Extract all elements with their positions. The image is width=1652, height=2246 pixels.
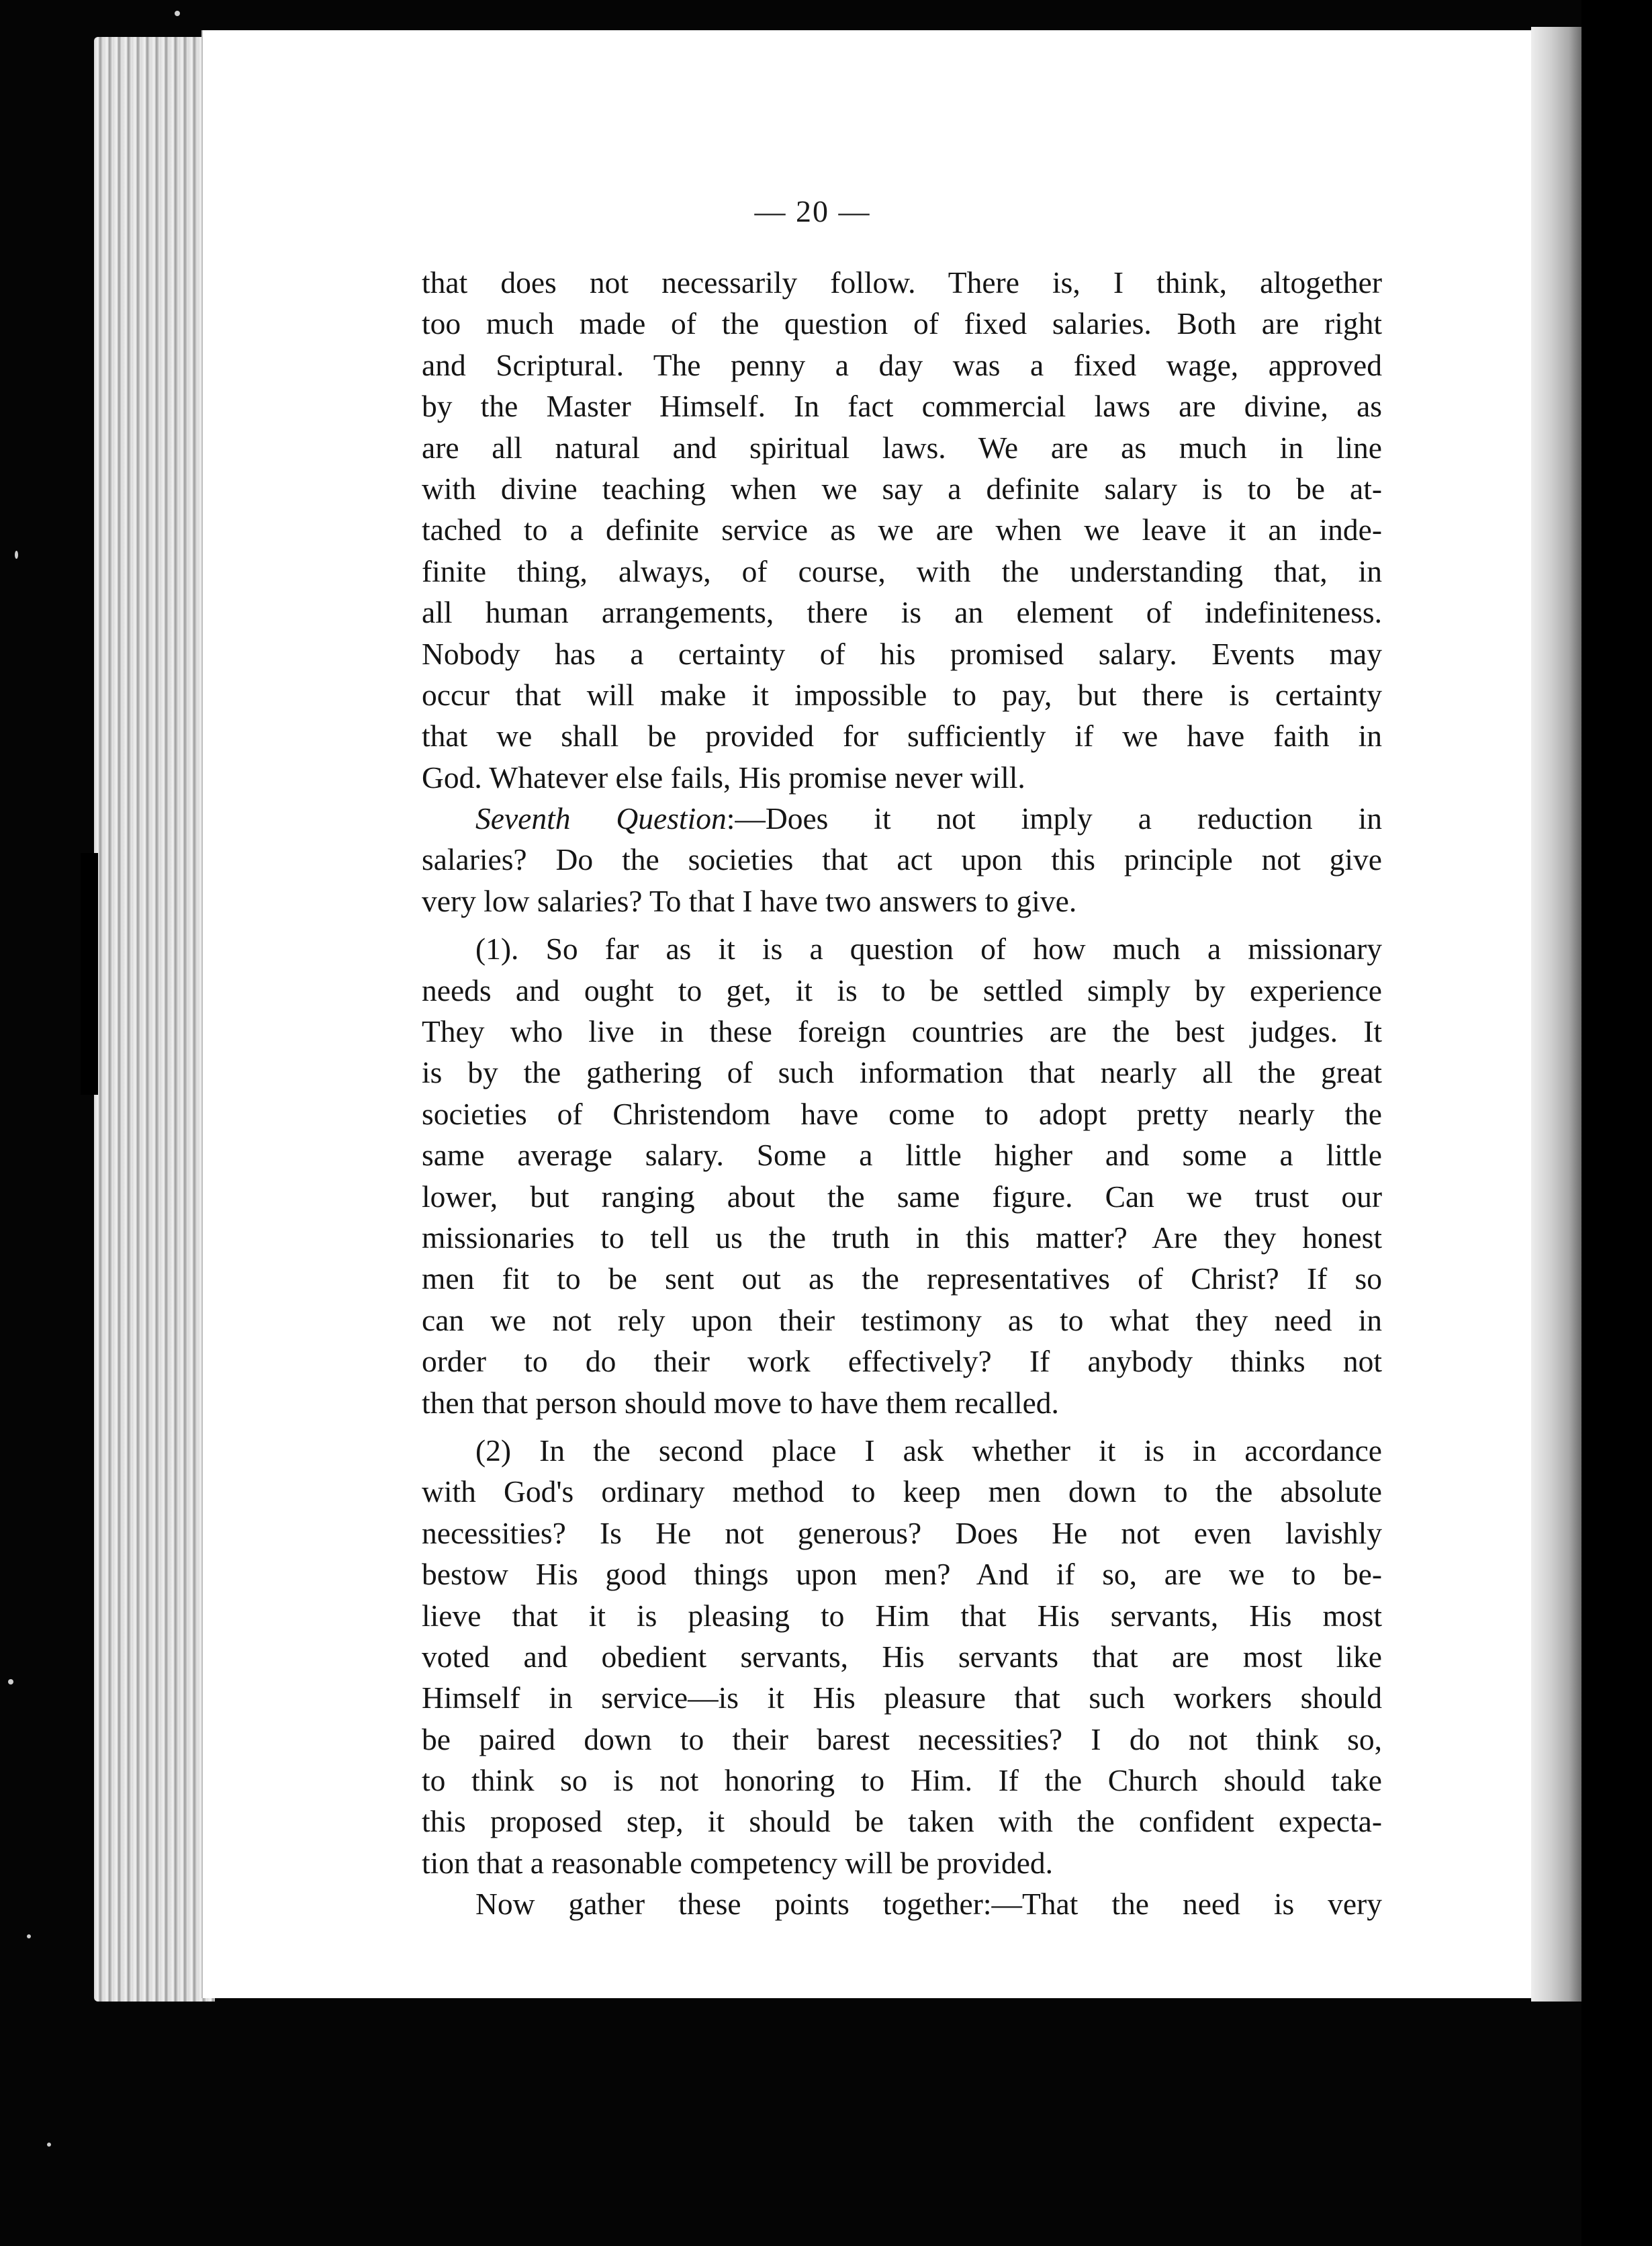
text-line: tion that a reasonable competency will be provided. xyxy=(422,1845,1054,1880)
scan-right-border xyxy=(1581,0,1652,2246)
text-line: Now gather these points together:—That the need is very xyxy=(475,1887,1382,1922)
dust-speck xyxy=(15,551,18,559)
text-line: lower, but ranging about the same figure. Can we trust our xyxy=(422,1179,1382,1214)
page-gutter-shading xyxy=(1531,27,1581,2002)
text-line: (1). So far as it is a question of how much a missionary xyxy=(475,932,1382,967)
text-line: too much made of the question of fixed salaries. Both are right xyxy=(422,306,1382,341)
text-line: with God's ordinary method to keep men down to the absolute xyxy=(422,1474,1382,1509)
text-line: societies of Christendom have come to adopt pretty nearly the xyxy=(422,1096,1382,1131)
text-line: They who live in these foreign countries are the best judges. It xyxy=(422,1014,1382,1049)
text-line: lieve that it is pleasing to Him that His servants, His most xyxy=(422,1598,1382,1633)
text-line: finite thing, always, of course, with the understanding that, in xyxy=(422,553,1382,588)
dust-speck xyxy=(27,1934,31,1938)
text-line: voted and obedient servants, His servants that are most like xyxy=(422,1639,1382,1674)
text-line: then that person should move to have them recalled. xyxy=(422,1385,1059,1420)
text-line: tached to a definite service as we are when we leave it an inde- xyxy=(422,512,1382,547)
seventh-question-text: :—Does it not imply a reduction in xyxy=(726,801,1382,836)
page-body-text xyxy=(422,262,1382,1925)
text-line: men fit to be sent out as the representatives of Christ? If so xyxy=(422,1261,1382,1296)
text-line: and Scriptural. The penny a day was a fixed wage, approved xyxy=(422,347,1382,382)
dust-speck xyxy=(8,1679,13,1684)
text-line: (2) In the second place I ask whether it is in accordance xyxy=(475,1433,1382,1468)
text-line: can we not rely upon their testimony as to what they need in xyxy=(422,1302,1382,1337)
text-line: to think so is not honoring to Him. If the Church should take xyxy=(422,1763,1382,1798)
binding-shadow xyxy=(81,853,98,1095)
text-line: are all natural and spiritual laws. We are as much in line xyxy=(422,430,1382,465)
text-line: bestow His good things upon men? And if so, are we to be- xyxy=(422,1557,1382,1592)
text-line: very low salaries? To that I have two answers to give. xyxy=(422,883,1077,918)
text-line: this proposed step, it should be taken with the confident expecta- xyxy=(422,1804,1382,1839)
text-line: same average salary. Some a little higher and some a little xyxy=(422,1138,1382,1173)
text-line: necessities? Is He not generous? Does He not even lavishly xyxy=(422,1515,1382,1550)
seventh-question-line xyxy=(422,798,1382,839)
text-line: with divine teaching when we say a definite salary is to be at- xyxy=(422,471,1382,506)
book-page-edges xyxy=(94,37,215,2002)
text-line: order to do their work effectively? If anybody thinks not xyxy=(422,1344,1382,1379)
page-number: — 20 — xyxy=(754,194,871,228)
seventh-question-label: Seventh Question xyxy=(475,801,727,836)
text-line: God. Whatever else fails, His promise never will. xyxy=(422,760,1025,795)
text-line: salaries? Do the societies that act upon this principle not give xyxy=(422,842,1382,877)
text-line: missionaries to tell us the truth in this matter? Are they honest xyxy=(422,1220,1382,1255)
text-line: Nobody has a certainty of his promised salary. Events may xyxy=(422,636,1382,671)
text-line: needs and ought to get, it is to be settled simply by experience xyxy=(422,973,1382,1007)
text-line: Himself in service—is it His pleasure that such workers should xyxy=(422,1680,1382,1715)
text-line: all human arrangements, there is an element of indefiniteness. xyxy=(422,595,1382,630)
text-line: be paired down to their barest necessities? I do not think so, xyxy=(422,1721,1382,1756)
text-line: by the Master Himself. In fact commercial laws are divine, as xyxy=(422,389,1382,424)
dust-speck xyxy=(47,2143,51,2147)
dust-speck xyxy=(175,11,180,16)
text-line: that does not necessarily follow. There is, I think, altogether xyxy=(422,265,1382,300)
text-line: is by the gathering of such information that nearly all the great xyxy=(422,1055,1382,1090)
text-line: occur that will make it impossible to pay, but there is certainty xyxy=(422,677,1382,712)
text-line: that we shall be provided for sufficiently if we have faith in xyxy=(422,719,1382,754)
